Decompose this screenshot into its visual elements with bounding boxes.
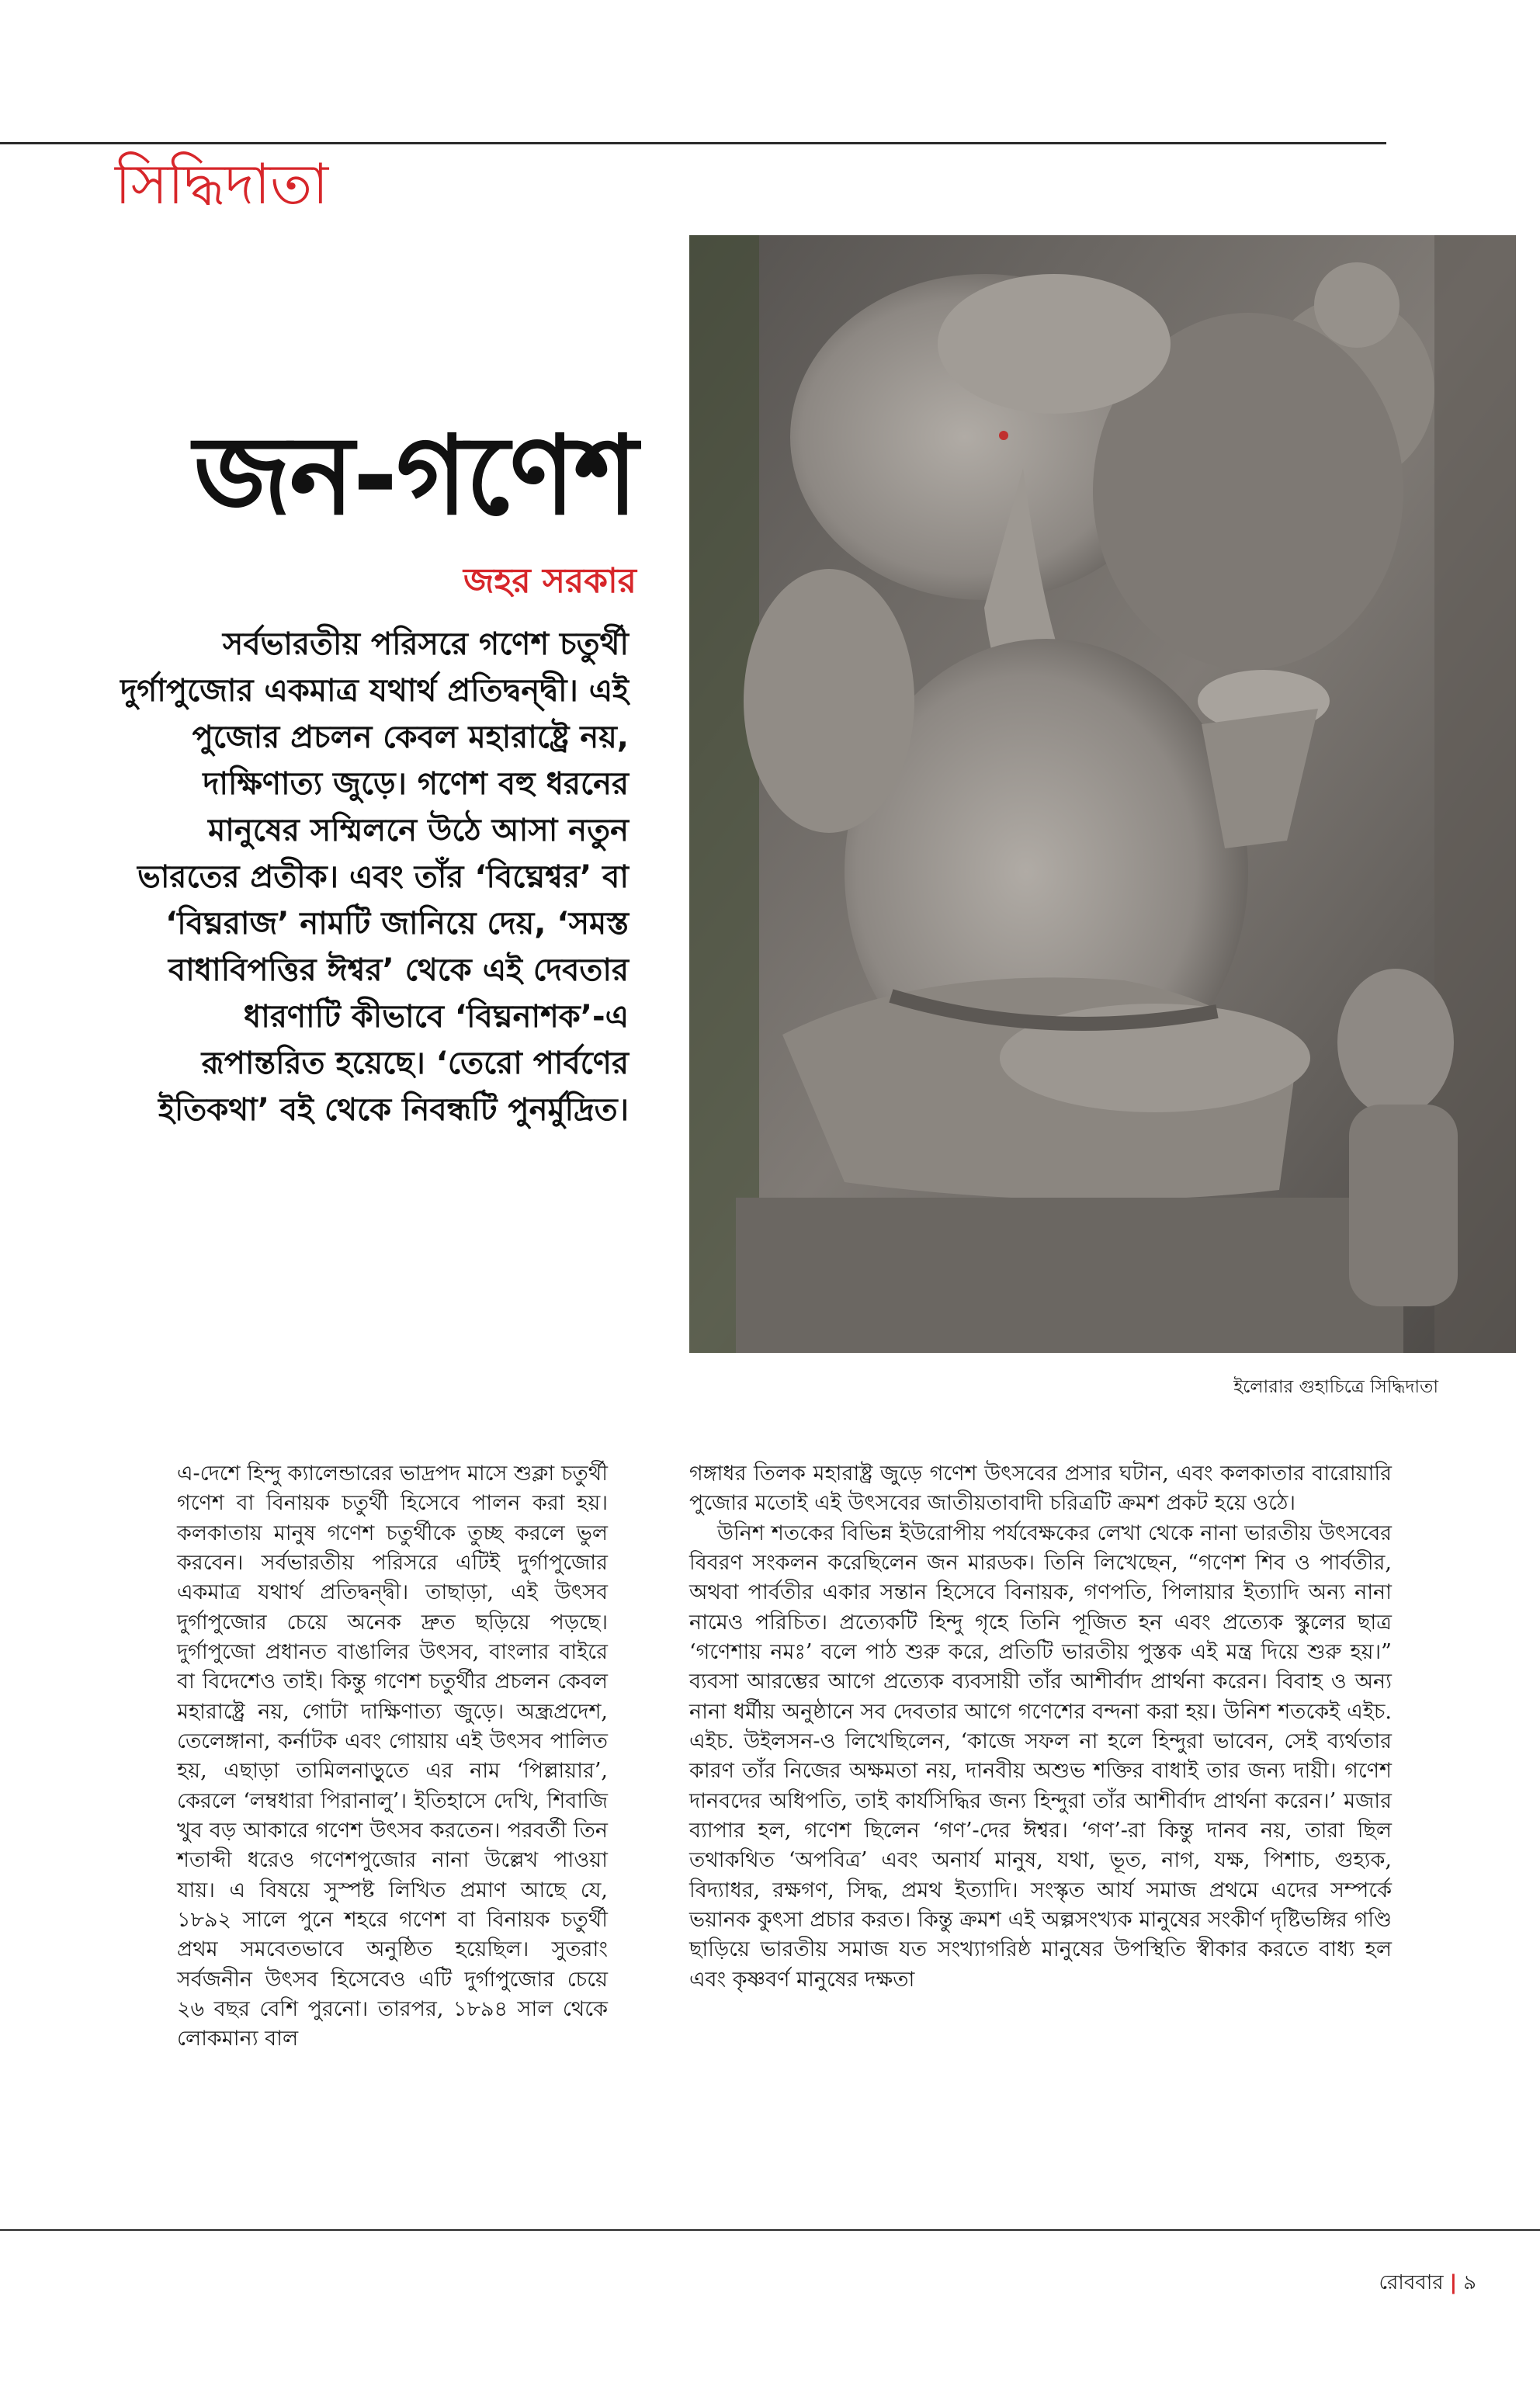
page-number: ৯ (1463, 2271, 1476, 2294)
folio (1379, 2266, 1476, 2301)
sculpture-illustration (689, 235, 1516, 1353)
ganesha-sculpture-photo (689, 235, 1516, 1353)
top-rule (0, 142, 1386, 144)
author-byline: জহর সরকার (463, 561, 636, 601)
photo-caption: ইলোরার গুহাচিত্রে সিদ্ধিদাতা (1233, 1377, 1438, 1397)
body-column-right (689, 1459, 1392, 1995)
section-title: সিদ্ধিদাতা (115, 151, 329, 217)
bottom-rule (0, 2229, 1540, 2231)
body-paragraph: উনিশ শতকের বিভিন্ন ইউরোপীয় পর্যবেক্ষকের লেখা থেকে নানা ভারতীয় উৎসবের বিবরণ সংকলন করেছিলেন জন মারডক। তিনি লিখেছেন, “গণেশ শিব ও পার্বতীর, অথবা পার্বতীর একার সন্তান হিসেবে বিনায়ক, গণপতি, পিলায়ার ইত্যাদি অন্য নানা নামেও পরিচিত। প্রত্যেকটি হিন্দু গৃহে তিনি পূজিত হন এবং প্রত্যেক স্কুলের ছাত্র ‘গণেশায় নমঃ’ বলে পাঠ শুরু করে, প্রতিটি ভারতীয় পুস্তক এই মন্ত্র দিয়ে শুরু হয়।” ব্যবসা আরম্ভের আগে প্রত্যেক ব্যবসায়ী তাঁর আশীর্বাদ প্রার্থনা করেন। বিবাহ ও অন্য নানা ধর্মীয় অনুষ্ঠানে সব দেবতার আগে গণেশের বন্দনা করা হয়। উনিশ শতকেই এইচ. এইচ. উইলসন-ও লিখেছিলেন, ‘কাজে সফল না হলে হিন্দুরা ভাবেন, সেই ব্যর্থতার কারণ তাঁর নিজের অক্ষমতা নয়, দানবীয় অশুভ শক্তির বাধাই তার জন্য দায়ী। গণেশ দানবদের অধিপতি, তাই কার্যসিদ্ধির জন্য হিন্দুরা তাঁর আশীর্বাদ প্রার্থনা করেন।’ মজার ব্যাপার হল, গণেশ ছিলেন ‘গণ’-দের ঈশ্বর। ‘গণ’-রা কিন্তু দানব নয়, তারা ছিল তথাকথিত ‘অপবিত্র’ এবং অনার্য মানুষ, যথা, ভূত, নাগ, যক্ষ, পিশাচ, গুহ্যক, বিদ্যাধর, রক্ষগণ, সিদ্ধ, প্রমথ ইত্যাদি। সংস্কৃত আর্য সমাজ প্রথমে এদের সম্পর্কে ভয়ানক কুৎসা প্রচার করত। কিন্তু ক্রমশ এই অল্পসংখ্যক মানুষের সংকীর্ণ দৃষ্টিভঙ্গির গণ্ডি ছাড়িয়ে ভারতীয় সমাজ যত সংখ্যাগরিষ্ঠ মানুষের উপস্থিতি স্বীকার করতে বাধ্য হল এবং কৃষ্ণবর্ণ মানুষের দক্ষতা (689, 1521, 1392, 1992)
headline: জন-গণেশ (193, 413, 636, 539)
folio-separator: | (1449, 2271, 1458, 2294)
body-column-left (177, 1459, 608, 2055)
standfirst: সর্বভারতীয় পরিসরে গণেশ চতুর্থী দুর্গাপুজোর একমাত্র যথার্থ প্রতিদ্বন্দ্বী। এই পুজোর প্রচলন কেবল মহারাষ্ট্রে নয়, দাক্ষিণাত্য জুড়ে। গণেশ বহু ধরনের মানুষের সম্মিলনে উঠে আসা নতুন ভারতের প্রতীক। এবং তাঁর ‘বিঘ্নেশ্বর’ বা ‘বিঘ্নরাজ’ নামটি জানিয়ে দেয়, ‘সমস্ত বাধাবিপত্তির ঈশ্বর’ থেকে এই দেবতার ধারণাটি কীভাবে ‘বিঘ্ননাশক’-এ রূপান্তরিত হয়েছে। ‘তেরো পার্বণের ইতিকথা’ বই থেকে নিবন্ধটি পুনর্মুদ্রিত। (120, 626, 629, 1128)
body-paragraph: গঙ্গাধর তিলক মহারাষ্ট্র জুড়ে গণেশ উৎসবের প্রসার ঘটান, এবং কলকাতার বারোয়ারি পুজোর মতোই এই উৎসবের জাতীয়তাবাদী চরিত্রটি ক্রমশ প্রকট হয়ে ওঠে। (689, 1462, 1392, 1516)
body-paragraph: এ-দেশে হিন্দু ক্যালেন্ডারের ভাদ্রপদ মাসে শুক্লা চতুর্থী গণেশ বা বিনায়ক চতুর্থী হিসেবে পালন করা হয়। কলকাতায় মানুষ গণেশ চতুর্থীকে তুচ্ছ করলে ভুল করবেন। সর্বভারতীয় পরিসরে এটিই দুর্গাপুজোর একমাত্র যথার্থ প্রতিদ্বন্দ্বী। তাছাড়া, এই উৎসব দুর্গাপুজোর চেয়ে অনেক দ্রুত ছড়িয়ে পড়ছে। দুর্গাপুজো প্রধানত বাঙালির উৎসব, বাংলার বাইরে বা বিদেশেও তাই। কিন্তু গণেশ চতুর্থীর প্রচলন কেবল মহারাষ্ট্রে নয়, গোটা দাক্ষিণাত্য জুড়ে। অন্ধ্রপ্রদেশ, তেলেঙ্গানা, কর্নাটক এবং গোয়ায় এই উৎসব পালিত হয়, এছাড়া তামিলনাড়ুতে এর নাম ‘পিল্লায়ার’, কেরলে ‘লম্বধারা পিরানালু’। ইতিহাসে দেখি, শিবাজি খুব বড় আকারে গণেশ উৎসব করতেন। পরবর্তী তিন শতাব্দী ধরেও গণেশপুজোর নানা উল্লেখ পাওয়া যায়। এ বিষয়ে সুস্পষ্ট লিখিত প্রমাণ আছে যে, ১৮৯২ সালে পুনে শহরে গণেশ বা বিনায়ক চতুর্থী প্রথম সমবেতভাবে অনুষ্ঠিত হয়েছিল। সুতরাং সর্বজনীন উৎসব হিসেবেও এটি দুর্গাপুজোর চেয়ে ২৬ বছর বেশি পুরনো। তারপর, ১৮৯৪ সাল থেকে লোকমান্য বাল (177, 1462, 608, 2051)
magazine-name: রোববার (1379, 2271, 1444, 2294)
